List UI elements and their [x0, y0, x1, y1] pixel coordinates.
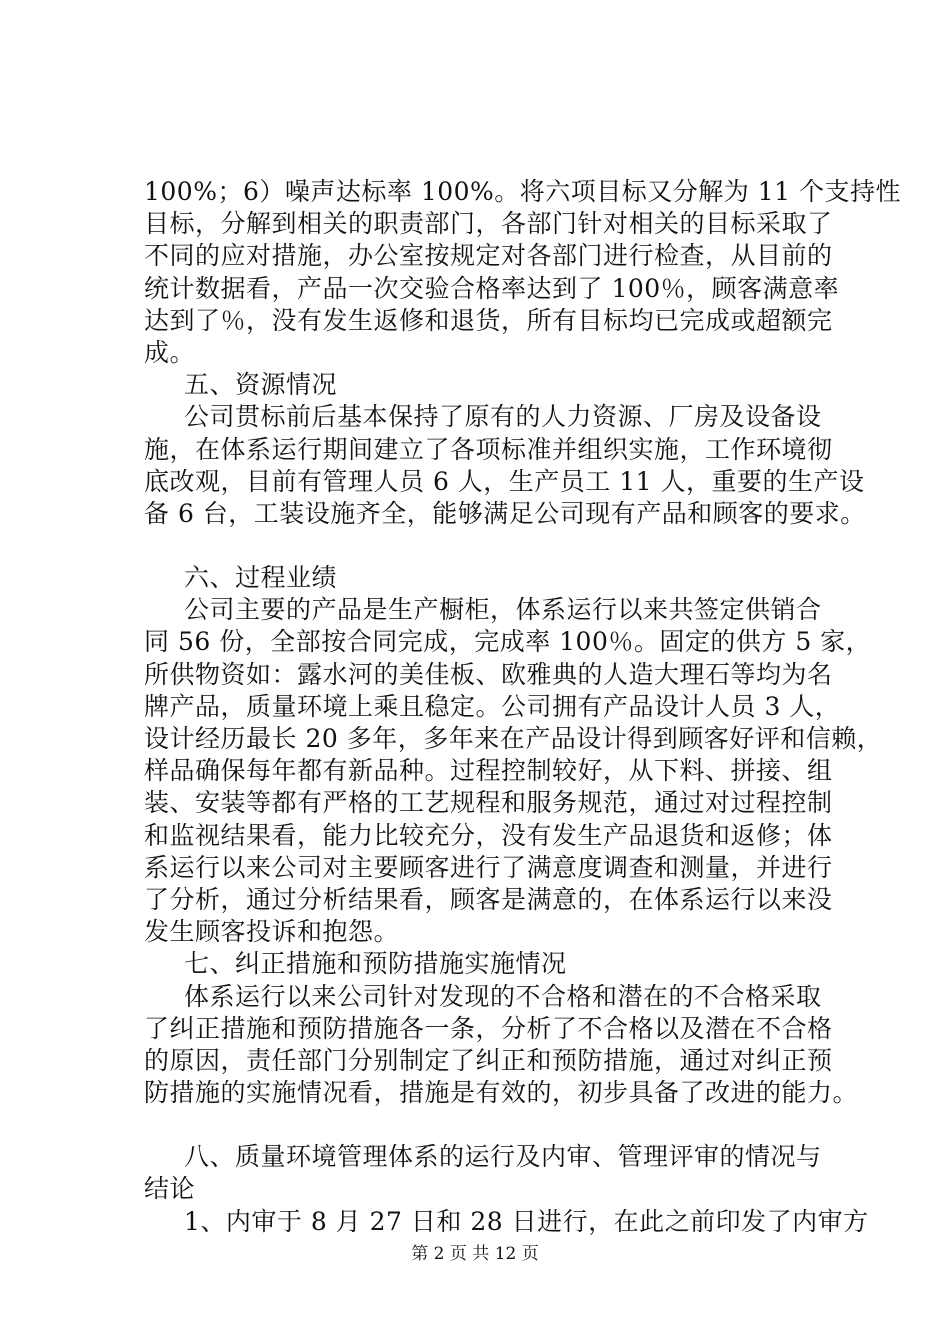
text-line: 装、安装等都有严格的工艺规程和服务规范，通过对过程控制: [144, 788, 833, 818]
text-line: 不同的应对措施，办公室按规定对各部门进行检查，从目前的: [144, 241, 833, 271]
text-line: 样品确保每年都有新品种。过程控制较好，从下料、拼接、组: [144, 756, 833, 786]
text-line: 系运行以来公司对主要顾客进行了满意度调查和测量，并进行: [144, 852, 833, 882]
text-line: 统计数据看，产品一次交验合格率达到了 100％，顾客满意率: [144, 273, 840, 303]
text-line: 同 56 份，全部按合同完成，完成率 100％。固定的供方 5 家，: [144, 627, 872, 657]
text-line: 牌产品，质量环境上乘且稳定。公司拥有产品设计人员 3 人，: [144, 691, 841, 721]
text-line: 目标，分解到相关的职责部门，各部门针对相关的目标采取了: [144, 209, 833, 239]
text-line: 100%；6）噪声达标率 100%。将六项目标又分解为 11 个支持性: [144, 177, 902, 206]
text-line: 和监视结果看，能力比较充分，没有发生产品退货和返修；体: [144, 820, 833, 850]
text-line: 底改观，目前有管理人员 6 人，生产员工 11 人，重要的生产设: [144, 466, 865, 496]
text-line: 的原因，责任部门分别制定了纠正和预防措施，通过对纠正预: [144, 1045, 833, 1075]
document-body: [144, 176, 902, 1238]
text-line: 结论: [144, 1174, 196, 1204]
text-line: 七、纠正措施和预防措施实施情况: [184, 949, 567, 979]
text-line: 公司主要的产品是生产橱柜，体系运行以来共签定供销合: [184, 595, 822, 625]
text-line: 1、内审于 8 月 27 日和 28 日进行，在此之前印发了内审方: [184, 1206, 869, 1236]
text-line: 施，在体系运行期间建立了各项标准并组织实施，工作环境彻: [144, 434, 833, 464]
text-line: 成。: [144, 337, 196, 367]
text-line: 了纠正措施和预防措施各一条，分析了不合格以及潜在不合格: [144, 1013, 833, 1043]
text-line: 所供物资如：露水河的美佳板、欧雅典的人造大理石等均为名: [144, 659, 833, 689]
text-line: 了分析，通过分析结果看，顾客是满意的，在体系运行以来没: [144, 884, 833, 914]
text-line: 八、质量环境管理体系的运行及内审、管理评审的情况与: [184, 1142, 822, 1172]
text-line: 备 6 台，工装设施齐全，能够满足公司现有产品和顾客的要求。: [144, 498, 866, 528]
page-footer: 第 2 页 共 12 页: [411, 1244, 539, 1264]
text-line: 五、资源情况: [184, 370, 338, 400]
text-line: 公司贯标前后基本保持了原有的人力资源、厂房及设备设: [184, 402, 822, 432]
text-line: 六、过程业绩: [184, 563, 338, 593]
text-line: 体系运行以来公司针对发现的不合格和潜在的不合格采取: [184, 981, 822, 1011]
text-line: 防措施的实施情况看，措施是有效的，初步具备了改进的能力。: [144, 1078, 859, 1108]
text-line: 发生顾客投诉和抱怨。: [144, 917, 400, 947]
text-line: 达到了％，没有发生返修和退货，所有目标均已完成或超额完: [144, 305, 833, 335]
text-line: 设计经历最长 20 多年，多年来在产品设计得到顾客好评和信赖，: [144, 724, 883, 753]
